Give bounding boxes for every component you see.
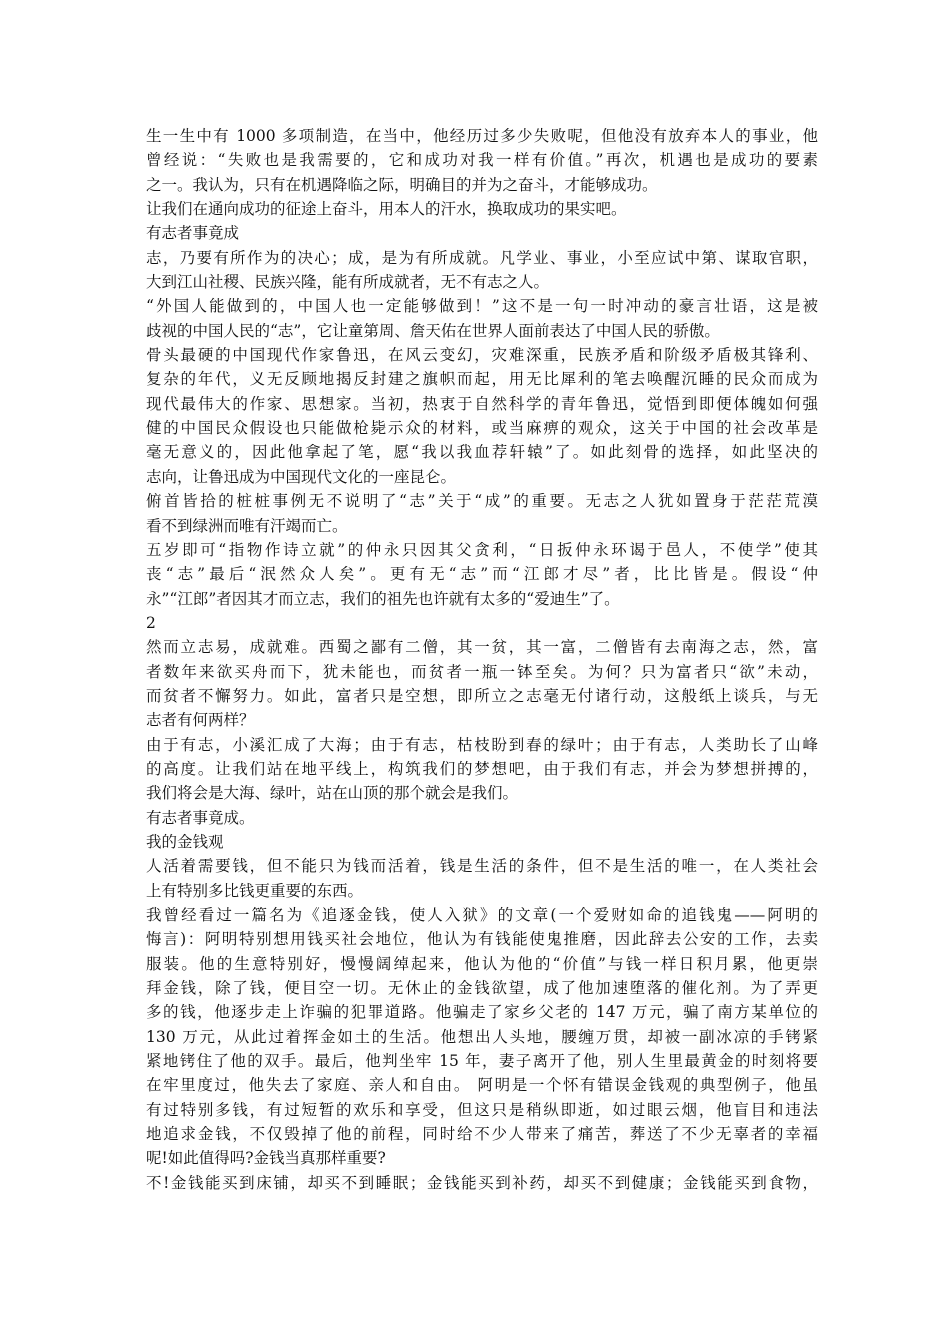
text-line: 在牢里度过，他失去了家庭、亲人和自由。 阿明是一个怀有错误金钱观的典型例子，他虽 [146, 1076, 818, 1095]
text-line: 人活着需要钱，但不能只为钱而活着，钱是生活的条件，但不是生活的唯一，在人类社会 [146, 857, 818, 876]
text-line: 五岁即可“指物作诗立就”的仲永只因其父贪利，“日扳仲永环谒于邑人，不使学”使其 [146, 540, 818, 559]
text-line: 有过特别多钱，有过短暂的欢乐和享受，但这只是稍纵即逝，如过眼云烟，他盲目和违法 [146, 1100, 818, 1119]
text-line: 生一生中有 1000 多项制造，在当中，他经历过多少失败呢，但他没有放弃本人的事业，他 [146, 127, 818, 145]
text-line: 不!金钱能买到床铺，却买不到睡眠；金钱能买到补药，却买不到健康；金钱能买到食物， [146, 1173, 818, 1192]
text-line: 而贫者不懈努力。如此，富者只是空想，即所立之志毫无付诸行动，这般纸上谈兵，与无 [146, 686, 818, 705]
text-line: 现代最伟大的作家、思想家。当初，热衷于自然科学的青年鲁迅，觉悟到即便体魄如何强 [146, 394, 818, 413]
text-line: 丧“志”最后“泯然众人矣”。更有无“志”而“江郎才尽”者，比比皆是。假设“仲 [146, 565, 818, 584]
text-line: 多的钱，他逐步走上诈骗的犯罪道路。他骗走了家乡父老的 147 万元，骗了南方某单位的 [146, 1003, 818, 1022]
section-heading: 有志者事竟成 [146, 224, 240, 243]
text-line: 130 万元，从此过着挥金如土的生活。他想出人头地，腰缠万贯，却被一副冰凉的手铐紧 [146, 1027, 818, 1046]
text-line: 健的中国民众假设也只能做枪毙示众的材料，或当麻痹的观众，这关于中国的社会改革是 [146, 419, 818, 438]
text-line: 志，乃要有所作为的决心；成，是为有所成就。凡学业、事业，小至应试中第、谋取官职， [146, 248, 818, 267]
text-line: “外国人能做到的，中国人也一定能够做到！”这不是一句一时冲动的豪言壮语，这是被 [146, 297, 818, 316]
text-line: 志者有何两样？ [146, 711, 255, 730]
text-line: 由于有志，小溪汇成了大海；由于有志，枯枝盼到春的绿叶；由于有志，人类助长了山峰 [146, 735, 818, 754]
text-line: 之一。我认为，只有在机遇降临之际，明确目的并为之奋斗，才能够成功。 [146, 175, 658, 194]
text-line: 我们将会是大海、绿叶，站在山顶的那个就会是我们。 [146, 784, 519, 803]
document-page [146, 124, 818, 1195]
text-line: 复杂的年代，义无反顾地揭反封建之旗帜而起，用无比犀利的笔去唤醒沉睡的民众而成为 [146, 370, 818, 389]
section-heading: 我的金钱观 [146, 832, 224, 851]
text-line: 毫无意义的，因此他拿起了笔，愿“我以我血荐轩辕”了。如此刻骨的选择，如此坚决的 [146, 443, 818, 462]
text-line: 紧地铐住了他的双手。最后，他判坐牢 15 年，妻子离开了他，别人生里最黄金的时刻将要 [146, 1052, 818, 1071]
text-line: 志向，让鲁迅成为中国现代文化的一座昆仑。 [146, 467, 457, 486]
text-line: 俯首皆拾的桩桩事例无不说明了“志”关于“成”的重要。无志之人犹如置身于茫茫荒漠 [146, 492, 818, 511]
text-line: 曾经说：“失败也是我需要的，它和成功对我一样有价值。”再次，机遇也是成功的要素 [146, 151, 818, 170]
text-line: 的高度。让我们站在地平线上，构筑我们的梦想吧，由于我们有志，并会为梦想拼搏的， [146, 759, 818, 778]
text-line: 呢!如此值得吗?金钱当真那样重要? [146, 1149, 386, 1168]
text-line: 有志者事竟成。 [146, 808, 255, 827]
text-line: 悔言)：阿明特别想用钱买社会地位，他认为有钱能使鬼推磨，因此辞去公安的工作，去卖 [146, 930, 818, 949]
text-line: 歧视的中国人民的“志”，它让童第周、詹天佑在世界人面前表达了中国人民的骄傲。 [146, 321, 720, 340]
text-line: 拜金钱，除了钱，便目空一切。无休止的金钱欲望，成了他加速堕落的催化剂。为了弄更 [146, 979, 818, 998]
text-line: 然而立志易，成就难。西蜀之鄙有二僧，其一贫，其一富，二僧皆有去南海之志，然，富 [146, 638, 818, 657]
text-line: 看不到绿洲而唯有汗竭而亡。 [146, 516, 348, 535]
text-line: 大到江山社稷、民族兴隆，能有所成就者，无不有志之人。 [146, 273, 550, 292]
text-line: 上有特别多比钱更重要的东西。 [146, 881, 364, 900]
text-line: 地追求金钱，不仅毁掉了他的前程，同时给不少人带来了痛苦，葬送了不少无辜者的幸福 [146, 1125, 818, 1144]
page-number: 2 [146, 613, 156, 632]
text-line: 我曾经看过一篇名为《追逐金钱，使人入狱》的文章(一个爱财如命的追钱鬼——阿明的 [146, 906, 818, 924]
text-line: 者数年来欲买舟而下，犹未能也，而贫者一瓶一钵至矣。为何？只为富者只“欲”未动， [146, 662, 818, 681]
text-line: 让我们在通向成功的征途上奋斗，用本人的汗水，换取成功的果实吧。 [146, 200, 627, 219]
text-line: 永”“江郎”者因其才而立志，我们的祖先也许就有太多的“爱迪生”了。 [146, 589, 620, 608]
text-line: 服装。他的生意特别好，慢慢阔绰起来，他认为他的“价值”与钱一样日积月累，他更崇 [146, 954, 818, 973]
text-line: 骨头最硬的中国现代作家鲁迅，在风云变幻，灾难深重，民族矛盾和阶级矛盾极其锋利、 [146, 346, 818, 365]
